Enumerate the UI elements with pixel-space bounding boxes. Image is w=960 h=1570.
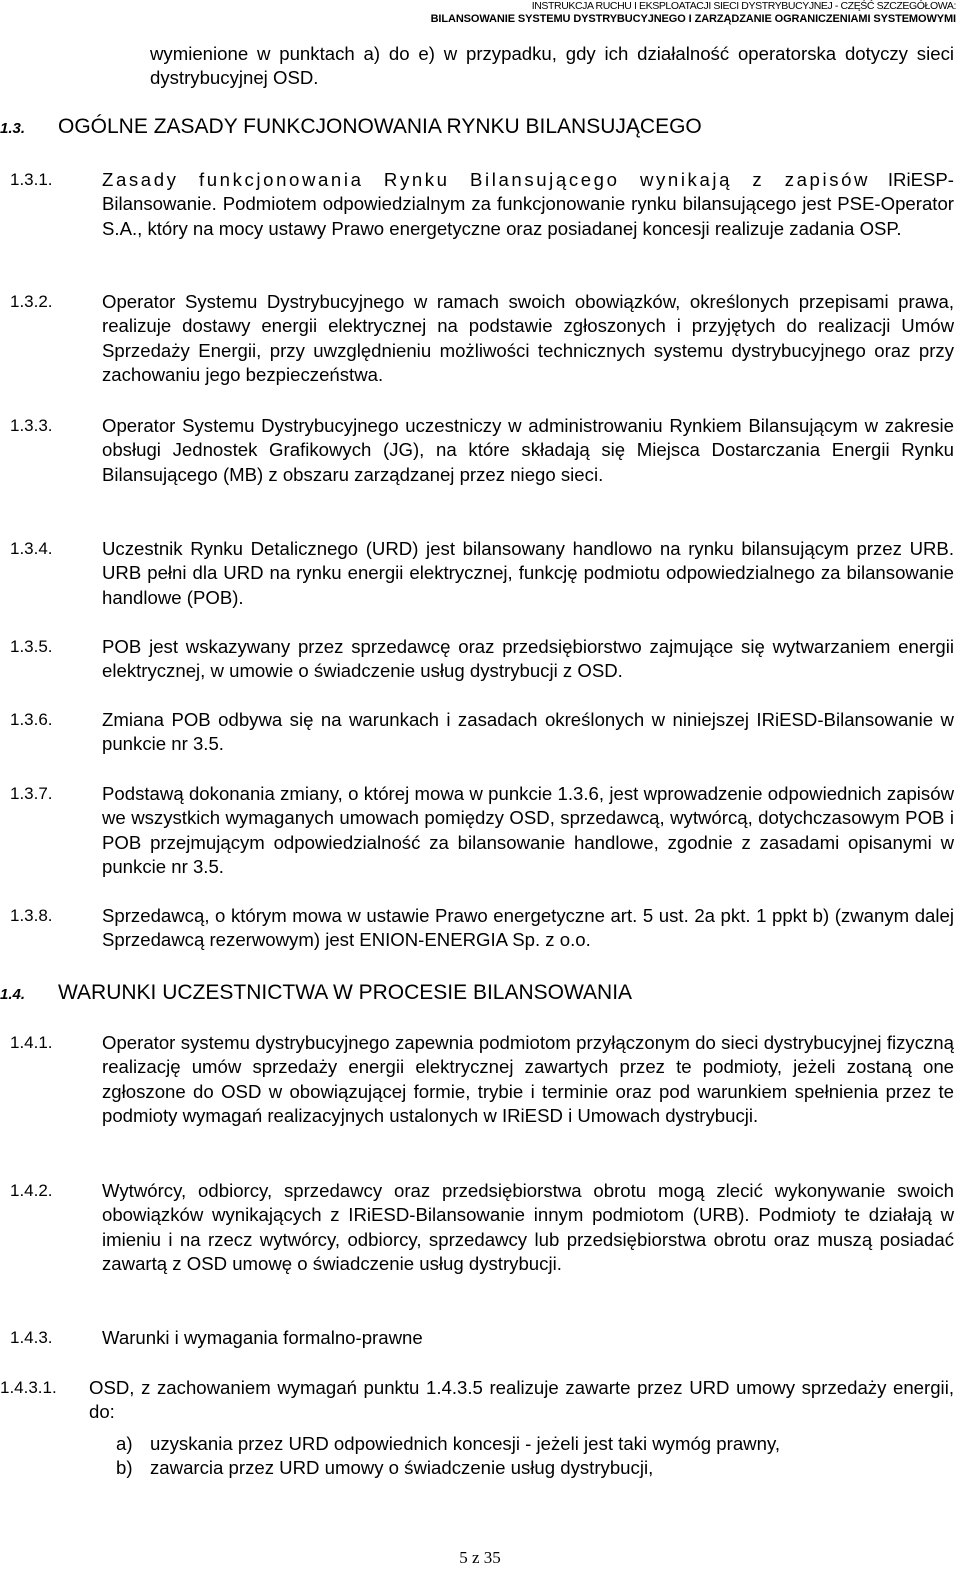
section-title: OGÓLNE ZASADY FUNKCJONOWANIA RYNKU BILANSUJĄCEGO <box>58 115 702 138</box>
list-item-text: zawarcia przez URD umowy o świadczenie usług dystrybucji, <box>150 1457 654 1478</box>
paragraph-number: 1.4.3. <box>10 1328 53 1347</box>
paragraph-number: 1.4.3.1. <box>0 1378 57 1397</box>
section-number: 1.3. <box>0 120 26 137</box>
paragraph-number: 1.3.7. <box>10 784 53 803</box>
list-item-letter: a) <box>116 1433 133 1454</box>
paragraph-body: IRiESP-Bilansowanie. Podmiotem odpowiedzialnym za funkcjonowanie rynku bilansującego jest PSE-Operator S.A., który na mocy ustawy Prawo energetyczne oraz posiadanej koncesji realizuje zadania OSP. <box>102 169 954 239</box>
paragraph-number: 1.4.1. <box>10 1033 53 1052</box>
paragraph-number: 1.3.3. <box>10 416 53 435</box>
paragraph-text: Operator Systemu Dystrybucyjnego w ramach swoich obowiązków, określonych przepisami prawa, realizuje dostawy energii elektrycznej na podstawie zgłoszonych i przyjętych do realizacji Umów Sprzedaży Energii, przy uwzględnieniu możliwości technicznych systemu dystrybucyjnego oraz przy zachowaniu jego bezpieczeństwa. <box>102 291 954 386</box>
document-header <box>431 0 956 26</box>
paragraph-number: 1.4.2. <box>10 1181 53 1200</box>
paragraph-text: Zmiana POB odbywa się na warunkach i zasadach określonych w niniejszej IRiESD-Bilansowanie w punkcie nr 3.5. <box>102 709 954 755</box>
paragraph-text: Warunki i wymagania formalno-prawne <box>102 1327 423 1348</box>
list-item <box>116 1456 954 1480</box>
paragraph-text <box>102 168 954 241</box>
section-title: WARUNKI UCZESTNICTWA W PROCESIE BILANSOWANIA <box>58 981 633 1004</box>
paragraph-number: 1.3.5. <box>10 637 53 656</box>
section-number: 1.4. <box>0 986 26 1003</box>
continuation-text: wymienione w punktach a) do e) w przypadku, gdy ich działalność operatorska dotyczy sieci dystrybucyjnej OSD. <box>150 43 954 88</box>
header-line-2: BILANSOWANIE SYSTEMU DYSTRYBUCYJNEGO I ZARZĄDZANIE OGRANICZENIAMI SYSTEMOWYMI <box>430 13 956 25</box>
list-item-text: uzyskania przez URD odpowiednich koncesji - jeżeli jest taki wymóg prawny, <box>150 1433 781 1454</box>
requirements-list <box>116 1432 954 1480</box>
page-number: 5 z 35 <box>459 1548 501 1567</box>
header-line-1: INSTRUKCJA RUCHU I EKSPLOATACJI SIECI DYSTRYBUCYJNEJ - CZĘŚĆ SZCZEGÓŁOWA: <box>531 0 956 12</box>
paragraph-text: Sprzedawcą, o którym mowa w ustawie Prawo energetyczne art. 5 ust. 2a pkt. 1 ppkt b) (zwanym dalej Sprzedawcą rezerwowym) jest ENION-ENERGIA Sp. z o.o. <box>102 905 954 951</box>
paragraph-number: 1.3.8. <box>10 906 53 925</box>
paragraph-number: 1.3.2. <box>10 292 53 311</box>
section-heading-1-4 <box>0 980 950 1008</box>
paragraph-text: Podstawą dokonania zmiany, o której mowa w punkcie 1.3.6, jest wprowadzenie odpowiednich zapisów we wszystkich wymaganych umowach pomiędzy OSD, sprzedawcą, wytwórcą, dotychczasowym POB i POB przejmującym odpowiedzialność za bilansowanie handlowe, zgodnie z zasadami opisanymi w punkcie nr 3.5. <box>102 783 954 878</box>
paragraph-text: Operator Systemu Dystrybucyjnego uczestniczy w administrowaniu Rynkiem Bilansującym w zakresie obsługi Jednostek Grafikowych (JG), na które składają się Miejsca Dostarczania Energii Rynku Bilansującego (MB) z obszaru zarządzanej przez niego sieci. <box>102 415 954 485</box>
list-item-letter: b) <box>116 1457 133 1478</box>
paragraph-text: OSD, z zachowaniem wymagań punktu 1.4.3.5 realizuje zawarte przez URD umowy sprzedaży energii, do: <box>89 1377 954 1423</box>
paragraph-number: 1.3.6. <box>10 710 53 729</box>
paragraph-lead: Zasady funkcjonowania Rynku Bilansującego wynikają z zapisów <box>102 169 871 190</box>
paragraph-text: POB jest wskazywany przez sprzedawcę oraz przedsiębiorstwo zajmujące się wytwarzaniem energii elektrycznej, w umowie o świadczenie usług dystrybucji z OSD. <box>102 636 954 682</box>
paragraph-text: Uczestnik Rynku Detalicznego (URD) jest bilansowany handlowo na rynku bilansującym przez URB. URB pełni dla URD na rynku energii elektrycznej, funkcję podmiotu odpowiedzialnego za bilansowanie handlowe (POB). <box>102 538 954 608</box>
paragraph-text: Wytwórcy, odbiorcy, sprzedawcy oraz przedsiębiorstwa obrotu mogą zlecić wykonywanie swoich obowiązków wynikających z IRiESD-Bilansowanie innym podmiotom (URB). Podmioty te działają w imieniu i na rzecz wytwórcy, odbiorcy, sprzedawcy lub przedsiębiorstwa obrotu oraz muszą posiadać zawartą z OSD umowę o świadczenie usług dystrybucji. <box>102 1180 954 1275</box>
paragraph-number: 1.3.4. <box>10 539 53 558</box>
section-heading-1-3 <box>0 114 950 142</box>
paragraph-number: 1.3.1. <box>10 170 53 189</box>
list-item <box>116 1432 954 1456</box>
paragraph-text: Operator systemu dystrybucyjnego zapewnia podmiotom przyłączonym do sieci dystrybucyjnej fizyczną realizację umów sprzedaży energii elektrycznej zawartych przez te podmioty, jeżeli zostaną one zgłoszone do OSD w obowiązującej formie, trybie i terminie oraz pod warunkiem spełnienia przez te podmioty wymagań realizacyjnych ustalonych w IRiESD i Umowach dystrybucji. <box>102 1032 954 1127</box>
